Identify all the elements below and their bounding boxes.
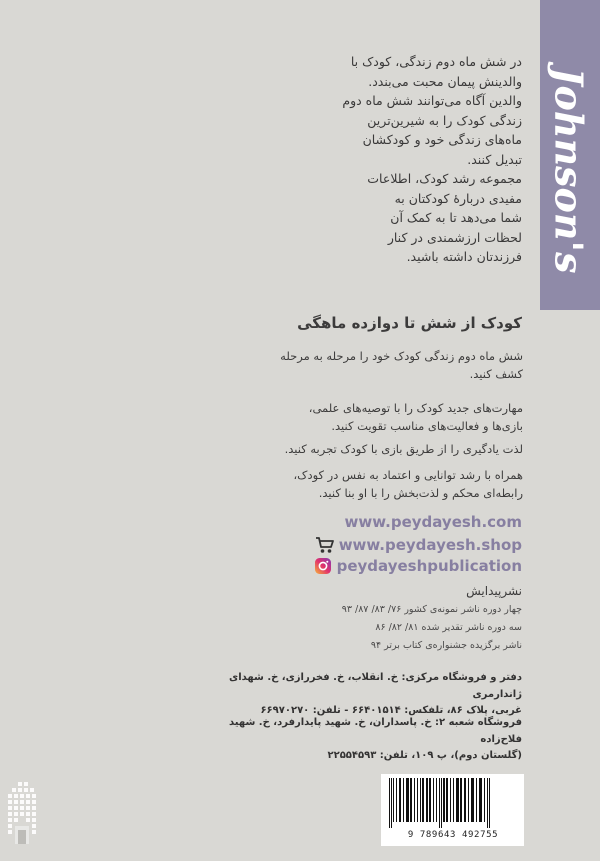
barcode-bar xyxy=(426,778,428,822)
intro-line: زندگی کودک را به شیرین‌ترین xyxy=(367,112,522,128)
award-line: ناشر برگزیده جشنواره‌ی کتاب برتر ۹۴ xyxy=(370,640,522,651)
intro-line: مجموعه رشد کودک، اطلاعات xyxy=(367,171,522,186)
barcode-bar xyxy=(410,778,412,822)
barcode-bar xyxy=(453,778,454,822)
publisher-name: نشرپیدایش xyxy=(466,584,522,598)
barcode-bar xyxy=(429,778,431,822)
address-line: دفتر و فروشگاه مرکزی: خ. انقلاب، خ. فخررازی، خ. شهدای ژاندارمری xyxy=(229,672,522,700)
intro-line: تبدیل کنند. xyxy=(467,151,522,167)
barcode-bar xyxy=(464,778,466,822)
address-line: (گلستان دوم)، پ ۱۰۹، تلفن: ۲۲۵۵۴۵۹۳ xyxy=(327,750,522,761)
shopping-cart-icon xyxy=(315,536,335,554)
barcode-bar xyxy=(417,778,418,822)
feature-line: بازی‌ها و فعالیت‌های مناسب تقویت کنید. xyxy=(331,419,523,433)
johnsons-logo-text: Johnson's xyxy=(546,67,592,273)
barcode-bar xyxy=(399,778,401,822)
website-link[interactable]: www.peydayesh.com xyxy=(344,513,522,531)
feature-line: کشف کنید. xyxy=(469,367,523,381)
publisher-logo xyxy=(5,780,43,848)
barcode-bar xyxy=(422,778,424,822)
intro-line: مفیدی دربارهٔ کودکتان به xyxy=(394,190,522,206)
barcode-bar xyxy=(456,778,459,822)
barcode-bar xyxy=(414,778,415,822)
barcode-bar xyxy=(439,778,440,828)
address-line: غربی، پلاک ۸۶، تلفکس: ۶۶۴۰۱۵۱۴ - تلفن: ۶۶۹۷۰۲۷۰ xyxy=(260,705,522,716)
barcode-bar xyxy=(476,778,477,822)
barcode-bar xyxy=(479,778,482,822)
intro-line: در شش ماه دوم زندگی، کودک با xyxy=(350,54,522,69)
feature-line: رابطه‌ای محکم و لذت‌بخش را با او بنا کنید. xyxy=(318,486,523,500)
barcode-bar xyxy=(393,778,394,822)
intro-line: فرزندتان داشته باشید. xyxy=(406,249,522,264)
branch-store-address xyxy=(208,715,522,765)
feature-paragraph xyxy=(255,466,523,502)
feature-paragraph xyxy=(255,347,523,383)
instagram-icon xyxy=(313,557,333,575)
feature-paragraph xyxy=(255,399,523,435)
barcode-digits: 9 789643 492755 xyxy=(407,830,499,840)
barcode-bar xyxy=(441,778,442,828)
feature-line: همراه با رشد توانایی و اعتماد به نفس در کودک، xyxy=(293,468,523,482)
barcode-bar xyxy=(484,778,485,822)
barcode-bar xyxy=(403,778,404,822)
book-subtitle-heading: کودک از شش تا دوازده ماهگی xyxy=(297,314,522,332)
feature-line: مهارت‌های جدید کودک را با توصیه‌های علمی، xyxy=(308,401,523,415)
instagram-link[interactable]: peydayeshpublication xyxy=(336,557,522,575)
award-line: چهار دوره ناشر نمونه‌ی کشور ۷۶/ ۸۳/ ۸۷/ ۹۳ xyxy=(341,604,522,615)
barcode-bar xyxy=(446,778,448,822)
barcode-bar xyxy=(391,778,392,828)
barcode-bar xyxy=(396,778,397,822)
johnsons-logo xyxy=(546,40,592,300)
feature-line: شش ماه دوم زندگی کودک خود را مرحله به مرحله xyxy=(280,349,523,363)
barcode-bar xyxy=(471,778,474,822)
barcode-bar xyxy=(487,778,488,828)
barcode-bar xyxy=(389,778,390,828)
address-line: فروشگاه شعبه ۲: خ. پاسداران، خ. شهید پایدارفرد، خ. شهید فلاح‌زاده xyxy=(229,717,522,745)
barcode-bar xyxy=(450,778,451,822)
intro-text xyxy=(300,52,522,267)
instagram-link-row[interactable] xyxy=(290,556,522,576)
intro-line: لحظات ارزشمندی در کنار xyxy=(387,229,522,245)
barcode-bar xyxy=(468,778,469,822)
feature-paragraph xyxy=(255,440,523,458)
intro-line: والدین آگاه می‌توانند شش ماه دوم xyxy=(342,93,522,108)
intro-line: والدینش پیمان محبت می‌بندد. xyxy=(368,73,522,89)
barcode-bar xyxy=(433,778,434,822)
barcode-bar xyxy=(443,778,445,822)
barcode-bar xyxy=(436,778,437,822)
intro-line: ماه‌های زندگی خود و کودکشان xyxy=(362,132,522,147)
shop-link-row[interactable] xyxy=(290,535,522,555)
publisher-logo-mark xyxy=(5,780,43,848)
award-line: سه دوره ناشر تقدیر شده ۸۱/ ۸۲/ ۸۶ xyxy=(375,622,522,633)
shop-link[interactable]: www.peydayesh.shop xyxy=(338,536,522,554)
intro-line: شما می‌دهد تا به کمک آن xyxy=(390,210,522,225)
barcode-bar xyxy=(489,778,490,828)
barcode-bar xyxy=(420,778,421,822)
barcode-bar xyxy=(460,778,462,822)
central-store-address xyxy=(208,670,522,720)
feature-line: لذت یادگیری را از طریق بازی با کودک تجربه کنید. xyxy=(284,442,523,456)
barcode-bar xyxy=(406,778,409,822)
barcode-bars xyxy=(381,774,524,830)
